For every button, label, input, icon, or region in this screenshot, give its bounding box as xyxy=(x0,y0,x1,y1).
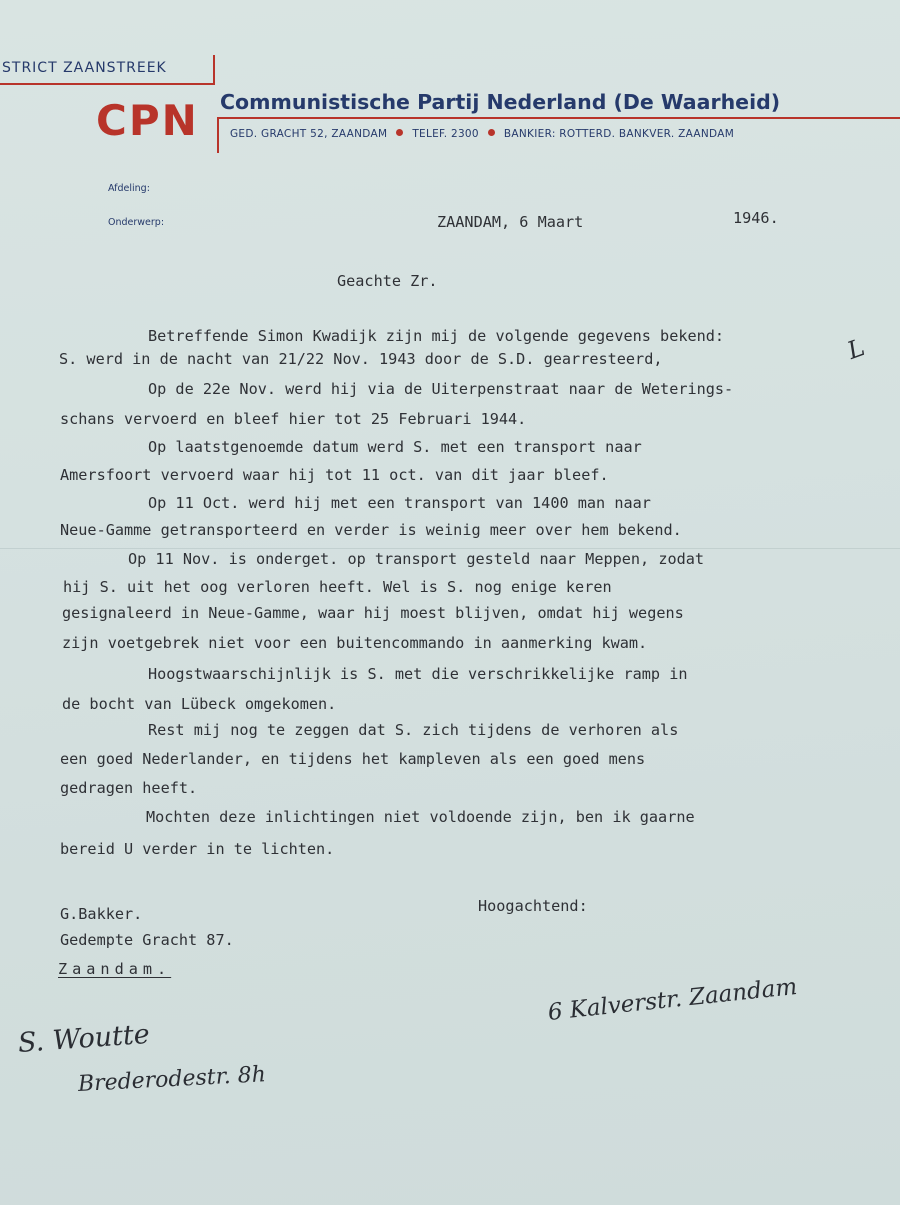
sender-city: Zaandam. xyxy=(58,960,172,978)
party-name: Communistische Partij Nederland (De Waarheid) xyxy=(220,90,781,114)
bullet-icon xyxy=(396,129,403,136)
body-line: zijn voetgebrek niet voor een buitencommando in aanmerking kwam. xyxy=(62,634,648,652)
bank: BANKIER: ROTTERD. BANKVER. ZAANDAM xyxy=(503,128,735,140)
letterhead-vertical-rule xyxy=(217,117,219,153)
salutation: Geachte Zr. xyxy=(337,272,438,290)
letterhead-rule xyxy=(218,117,900,119)
district-label: STRICT ZAANSTREEK xyxy=(2,60,167,76)
handwritten-street: Brederodestr. 8h xyxy=(77,1062,267,1097)
body-line: de bocht van Lübeck omgekomen. xyxy=(62,695,337,713)
phone: TELEF. 2300 xyxy=(412,128,479,140)
body-line: hij S. uit het oog verloren heeft. Wel is S. nog enige keren xyxy=(63,578,612,596)
paper-fold xyxy=(0,548,900,549)
body-line: een goed Nederlander, en tijdens het kampleven als een goed mens xyxy=(60,750,646,768)
body-line: Mochten deze inlichtingen niet voldoende zijn, ben ik gaarne xyxy=(146,808,695,826)
body-line: gesignaleerd in Neue-Gamme, waar hij moest blijven, omdat hij wegens xyxy=(62,604,684,622)
body-line: Op 11 Nov. is onderget. op transport gesteld naar Meppen, zodat xyxy=(128,550,705,568)
margin-mark: L xyxy=(843,333,869,365)
body-line: Amersfoort vervoerd waar hij tot 11 oct. van dit jaar bleef. xyxy=(60,466,609,484)
body-line: gedragen heeft. xyxy=(60,779,198,797)
year: 1946. xyxy=(733,209,779,227)
body-line: Rest mij nog te zeggen dat S. zich tijdens de verhoren als xyxy=(148,721,679,739)
cpn-logo: CPN xyxy=(96,96,199,145)
onderwerp-label: Onderwerp: xyxy=(108,217,165,228)
body-line: Hoogstwaarschijnlijk is S. met die verschrikkelijke ramp in xyxy=(148,665,688,683)
handwritten-name: S. Woutte xyxy=(16,1018,151,1059)
body-line: Op 11 Oct. werd hij met een transport van 1400 man naar xyxy=(148,494,651,512)
body-line: S. werd in de nacht van 21/22 Nov. 1943 door de S.D. gearresteerd, xyxy=(59,350,663,368)
body-line: Op de 22e Nov. werd hij via de Uiterpenstraat naar de Weterings- xyxy=(148,380,734,398)
bullet-icon xyxy=(488,129,495,136)
body-line: Betreffende Simon Kwadijk zijn mij de volgende gegevens bekend: xyxy=(148,327,725,345)
body-line: Neue-Gamme getransporteerd en verder is weinig meer over hem bekend. xyxy=(60,521,682,539)
body-line: schans vervoerd en bleef hier tot 25 Februari 1944. xyxy=(60,410,527,428)
place-date: ZAANDAM, 6 Maart xyxy=(437,213,584,231)
address: GED. GRACHT 52, ZAANDAM xyxy=(230,128,388,140)
address-line xyxy=(230,128,734,140)
handwritten-address: 6 Kalverstr. Zaandam xyxy=(546,973,799,1026)
body-line: bereid U verder in te lichten. xyxy=(60,840,335,858)
sender-street: Gedempte Gracht 87. xyxy=(60,931,234,949)
sender-name: G.Bakker. xyxy=(60,905,143,923)
afdeling-label: Afdeling: xyxy=(108,183,150,194)
closing: Hoogachtend: xyxy=(478,897,588,915)
body-line: Op laatstgenoemde datum werd S. met een transport naar xyxy=(148,438,642,456)
